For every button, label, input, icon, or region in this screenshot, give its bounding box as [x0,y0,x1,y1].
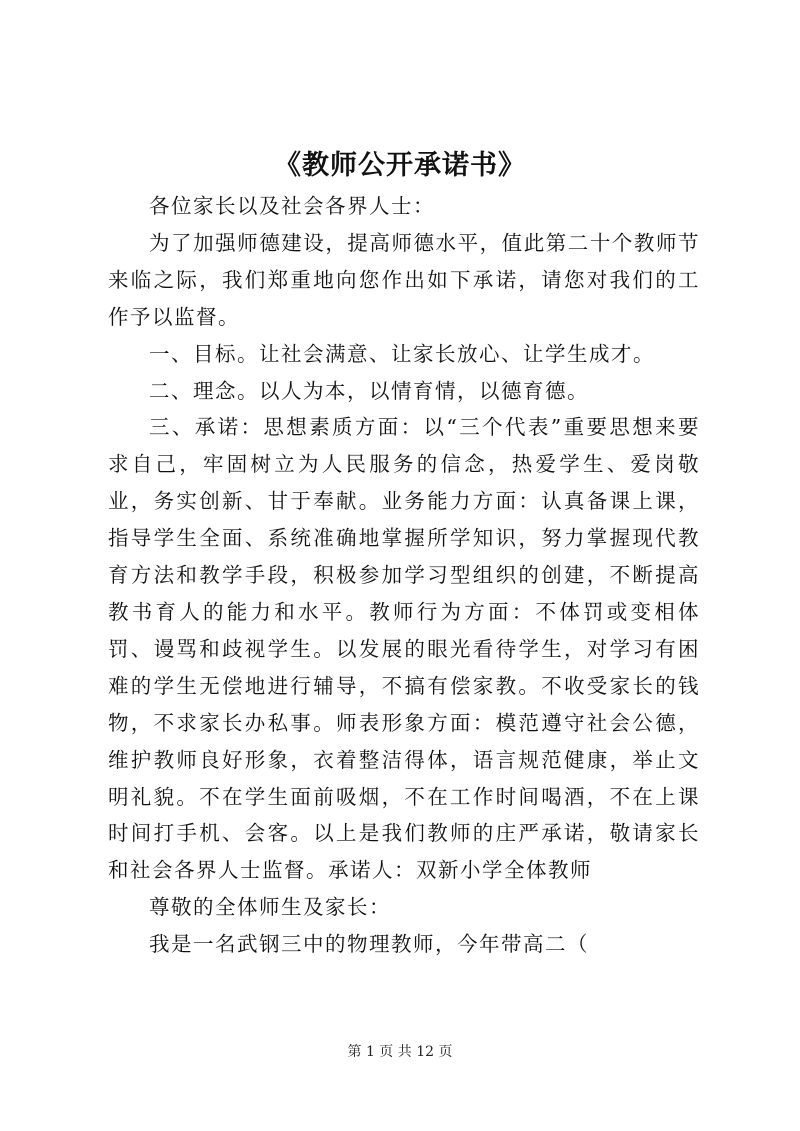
second-intro-paragraph: 我是一名武钢三中的物理教师，今年带高二（ [149,932,589,957]
salutation-paragraph: 各位家长以及社会各界人士： [149,194,435,218]
philosophy-paragraph: 二、理念。以人为本，以情育情，以德育德。 [149,378,589,403]
second-salutation-paragraph: 尊敬的全体师生及家长： [149,895,391,920]
document-title: 《教师公开承诺书》 [274,150,526,181]
commitment-paragraph: 三、承诺：思想素质方面：以“三个代表”重要思想来要求自己，牢固树立为人民服务的信念，热爱学生、爱岗敬业，务实创新、甘于奉献。业务能力方面：认真备课上课，指导学生全面、系统准确地掌握所学知识，努力掌握现代教育方法和教学手段，积极参加学习型组织的创建，不断提高教书育人的能力和水平。教师行为方面：不体罚或变相体罚、谩骂和歧视学生。以发展的眼光看待学生，对学习有困难的学生无偿地进行辅导，不搞有偿家教。不收受家长的钱物，不求家长办私事。师表形象方面：模范遵守社会公德，维护教师良好形象，衣着整洁得体，语言规范健康，举止文明礼貌。不在学生面前吸烟，不在工作时间喝酒，不在上课时间打手机、会客。以上是我们教师的庄严承诺，敬请家长和社会各界人士监督。承诺人：双新小学全体教师 [108,415,700,883]
intro-paragraph: 为了加强师德建设，提高师德水平，值此第二十个教师节来临之际，我们郑重地向您作出如下承诺，请您对我们的工作予以监督。 [108,230,700,329]
goal-paragraph: 一、目标。让社会满意、让家长放心、让学生成才。 [149,341,655,366]
page-number: 第 1 页 共 12 页 [347,1044,453,1060]
document-body [108,188,700,963]
